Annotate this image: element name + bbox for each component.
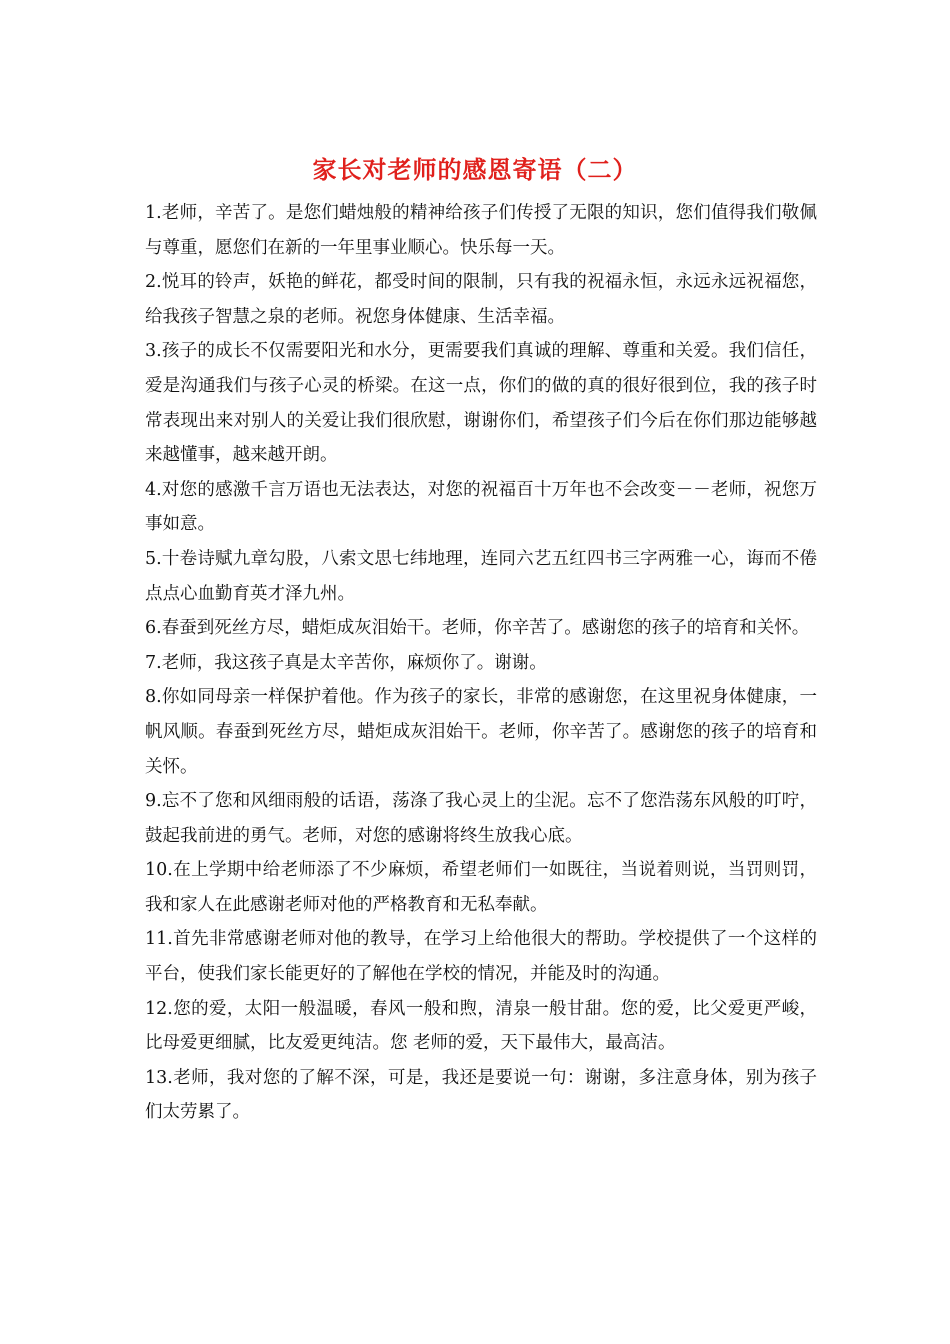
paragraph-9: 9.忘不了您和风细雨般的话语，荡涤了我心灵上的尘泥。忘不了您浩荡东风般的叮咛，鼓起我前进的勇气。老师，对您的感谢将终生放我心底。	[145, 791, 817, 846]
paragraph-12: 12.您的爱，太阳一般温暖，春风一般和煦，清泉一般甘甜。您的爱，比父爱更严峻，比母爱更细腻，比友爱更纯洁。您 老师的爱，天下最伟大，最高洁。	[145, 998, 817, 1054]
paragraph-7: 7.老师，我这孩子真是太辛苦你，麻烦你了。谢谢。	[145, 652, 547, 673]
document-title: 家长对老师的感恩寄语（二）	[312, 155, 638, 184]
paragraph-6: 6.春蚕到死丝方尽，蜡炬成灰泪始干。老师，你辛苦了。感谢您的孩子的培育和关怀。	[145, 618, 810, 639]
paragraph-11: 11.首先非常感谢老师对他的教导，在学习上给他很大的帮助。学校提供了一个这样的平台，使我们家长能更好的了解他在学校的情况，并能及时的沟通。	[145, 929, 817, 985]
paragraph-10: 10.在上学期中给老师添了不少麻烦，希望老师们一如既往，当说着则说，当罚则罚，我和家人在此感谢老师对他的严格教育和无私奉献。	[145, 860, 817, 915]
document-body	[145, 196, 817, 1130]
paragraph-3: 3.孩子的成长不仅需要阳光和水分，更需要我们真诚的理解、尊重和关爱。我们信任，爱是沟通我们与孩子心灵的桥梁。在这一点，你们的做的真的很好很到位，我的孩子时常表现出来对别人的关爱让我们很欣慰，谢谢你们，希望孩子们今后在你们那边能够越来越懂事，越来越开朗。	[145, 341, 817, 466]
paragraph-4: 4.对您的感激千言万语也无法表达，对您的祝福百十万年也不会改变－－老师，祝您万事如意。	[145, 479, 817, 535]
paragraph-5: 5.十卷诗赋九章勾股，八索文思七纬地理，连同六艺五红四书三字两雅一心，诲而不倦点点心血勤育英才泽九州。	[145, 548, 817, 604]
paragraph-8: 8.你如同母亲一样保护着他。作为孩子的家长，非常的感谢您，在这里祝身体健康，一帆风顺。春蚕到死丝方尽，蜡炬成灰泪始干。老师，你辛苦了。感谢您的孩子的培育和关怀。	[145, 687, 817, 777]
paragraph-2: 2.悦耳的铃声，妖艳的鲜花，都受时间的限制，只有我的祝福永恒，永远永远祝福您，给我孩子智慧之泉的老师。祝您身体健康、生活幸福。	[145, 272, 817, 327]
paragraph-1: 1.老师，辛苦了。是您们蜡烛般的精神给孩子们传授了无限的知识，您们值得我们敬佩与尊重，愿您们在新的一年里事业顺心。快乐每一天。	[145, 203, 817, 258]
paragraph-13: 13.老师，我对您的了解不深，可是，我还是要说一句：谢谢，多注意身体，别为孩子们太劳累了。	[145, 1067, 817, 1123]
